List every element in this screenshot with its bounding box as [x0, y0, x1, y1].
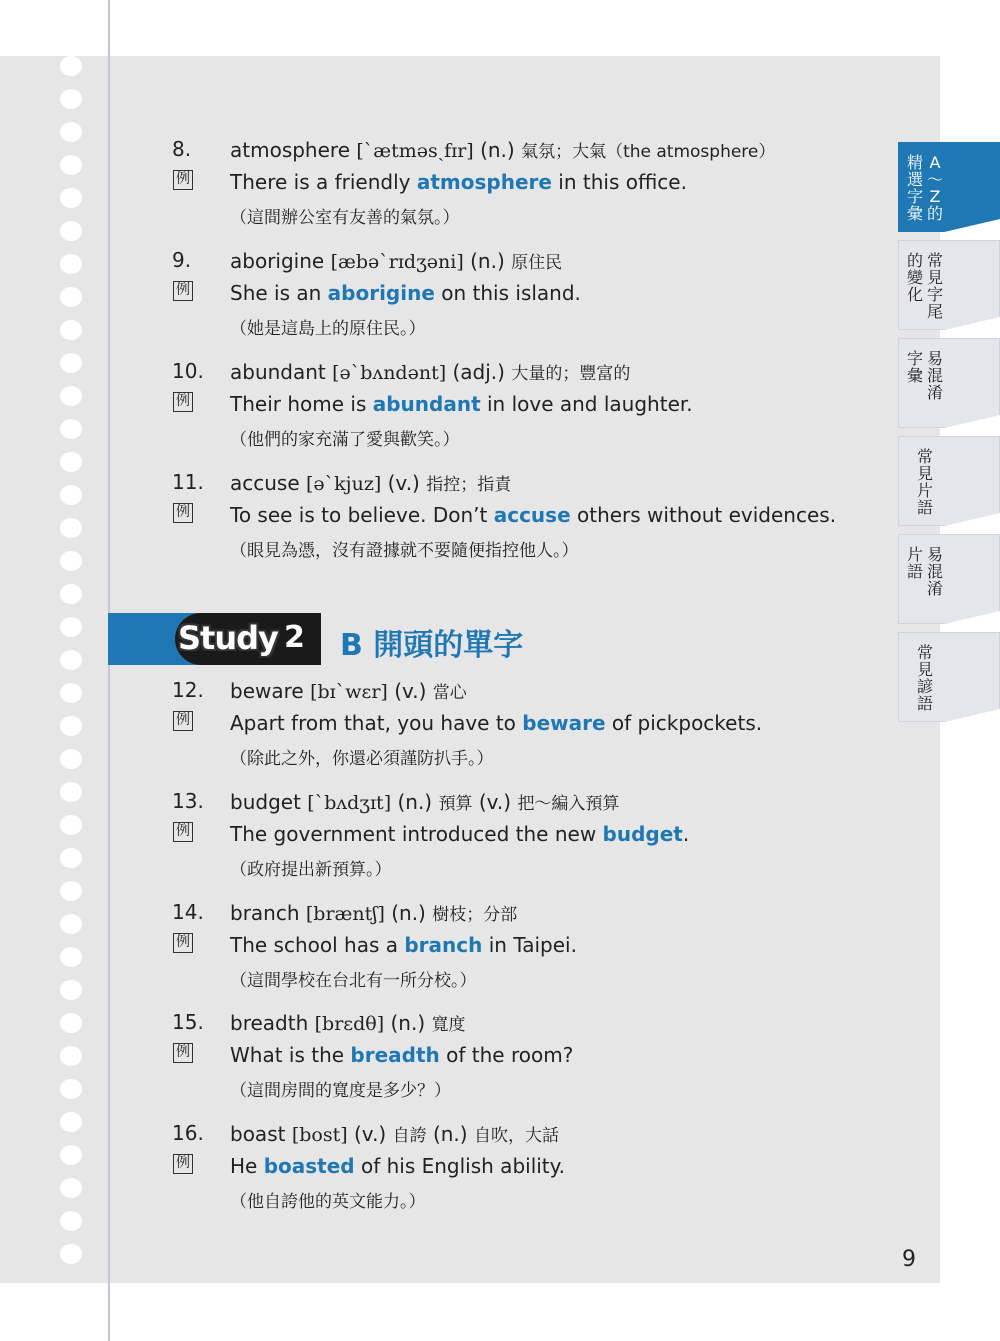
- translation: （他們的家充滿了愛與歡笑。）: [230, 430, 460, 450]
- phonetic: [əˋbʌndənt]: [332, 362, 447, 384]
- headword-line: atmosphere [ˋætməsˏfɪr] (n.) 氣氛；大氣（the atmosphere）: [230, 138, 776, 162]
- part-of-speech: (v.): [353, 1122, 387, 1146]
- example-marker: 例: [173, 1043, 193, 1063]
- example-marker: 例: [173, 822, 193, 842]
- tab-label-col-1: 片語: [906, 545, 923, 581]
- entry-number: 12.: [172, 678, 204, 702]
- vocab-entry-11: [0, 470, 900, 580]
- section-title: B 開頭的單字: [340, 628, 524, 663]
- tab-label-col-1: 的變化: [906, 251, 923, 304]
- headword-line: [230, 248, 562, 273]
- entry-number: 13.: [172, 789, 204, 813]
- translation: （除此之外，你還必須謹防扒手。）: [230, 749, 494, 769]
- study-number: 2: [284, 620, 305, 655]
- tab-label-col-2: 易混淆: [926, 545, 943, 598]
- example-sentence: He boasted of his English ability.: [230, 1154, 565, 1178]
- part-of-speech: (v.): [387, 471, 420, 495]
- part-of-speech-2: (n.): [432, 1122, 468, 1146]
- phonetic: [brɛdθ]: [314, 1013, 385, 1035]
- keyword: aborigine: [327, 281, 435, 305]
- example-sentence: What is the breadth of the room?: [230, 1043, 574, 1067]
- keyword: branch: [404, 933, 483, 957]
- chinese-meaning: 大量的；豐富的: [511, 364, 631, 384]
- chinese-meaning: 原住民: [511, 253, 563, 273]
- entry-number: 9.: [172, 248, 192, 272]
- tab-label-col-1: 精選字彙: [906, 153, 923, 223]
- entry-number: 10.: [172, 359, 204, 383]
- keyword: atmosphere: [416, 170, 552, 194]
- part-of-speech: (n.): [480, 138, 515, 162]
- vocab-entry-15: [0, 1010, 900, 1120]
- headword-line: [230, 359, 630, 384]
- english-note: the atmosphere: [623, 142, 759, 162]
- entry-number: 14.: [172, 900, 204, 924]
- vocab-entry-16: [0, 1121, 900, 1231]
- tab-confusing-phrases[interactable]: [898, 534, 1000, 624]
- keyword: boasted: [263, 1154, 355, 1178]
- tab-label-col-2: 易混淆: [926, 349, 943, 402]
- part-of-speech: (n.): [390, 1011, 426, 1035]
- example-sentence: The government introduced the new budget.: [230, 822, 690, 846]
- chinese-meaning: 樹枝；分部: [432, 905, 518, 925]
- example-sentence: To see is to believe. Don’t accuse others without evidences.: [230, 503, 837, 527]
- vocab-entry-14: [0, 900, 900, 1010]
- tab-common-suffixes[interactable]: [898, 240, 1000, 330]
- part-of-speech: (adj.): [452, 360, 505, 384]
- vocab-entry-8: [0, 137, 900, 247]
- phonetic: [əˋkjuz]: [306, 473, 382, 495]
- entry-number: 15.: [172, 1010, 204, 1034]
- headword-line: [230, 470, 511, 495]
- headword: beware: [230, 679, 304, 703]
- headword: breadth: [230, 1011, 309, 1035]
- tab-label-col-2: A～Z的: [926, 153, 943, 223]
- vocab-entry-9: [0, 248, 900, 358]
- part-of-speech: (n.): [470, 249, 505, 273]
- headword-line: [230, 900, 517, 925]
- headword: boast: [230, 1122, 286, 1146]
- tab-common-proverbs[interactable]: [898, 632, 1000, 722]
- headword: branch: [230, 901, 300, 925]
- headword: budget: [230, 790, 301, 814]
- part-of-speech-2: (v.): [478, 790, 512, 814]
- study-label: Study: [178, 619, 278, 657]
- headword: abundant: [230, 360, 326, 384]
- vocab-entry-12: [0, 678, 900, 788]
- example-sentence: Their home is abundant in love and laughter.: [230, 392, 693, 416]
- part-of-speech: (n.): [397, 790, 433, 814]
- phonetic: [ˋætməsˏfɪr]: [356, 140, 474, 162]
- example-sentence: There is a friendly atmosphere in this office.: [230, 170, 687, 194]
- part-of-speech: (n.): [391, 901, 426, 925]
- vocab-entry-10: [0, 359, 900, 469]
- entry-number: 8.: [172, 137, 192, 161]
- tab-label-col-1: 常見諺語: [916, 643, 933, 713]
- headword: atmosphere: [230, 138, 350, 162]
- entry-number: 11.: [172, 470, 204, 494]
- translation: （政府提出新預算。）: [230, 860, 392, 880]
- example-sentence: The school has a branch in Taipei.: [230, 933, 577, 957]
- vocab-entry-13: [0, 789, 900, 899]
- page-number: 9: [902, 1247, 916, 1272]
- translation: （眼見為憑，沒有證據就不要隨便指控他人。）: [230, 541, 579, 561]
- chinese-meaning: 當心: [432, 683, 467, 703]
- phonetic: [bost]: [291, 1124, 348, 1146]
- headword-line: [230, 789, 619, 814]
- example-marker: 例: [173, 281, 193, 301]
- translation: （他自誇他的英文能力。）: [230, 1192, 426, 1212]
- translation: （這間房間的寬度是多少？）: [230, 1081, 451, 1101]
- phonetic: [bræntʃ]: [305, 903, 385, 925]
- phonetic: [bɪˋwɛr]: [310, 681, 388, 703]
- chinese-meaning: 氣氛；大氣（: [521, 142, 624, 162]
- chinese-meaning: 預算: [438, 794, 473, 814]
- phonetic: [ˋbʌdʒɪt]: [307, 792, 392, 814]
- chinese-meaning: 寬度: [431, 1015, 466, 1035]
- keyword: budget: [602, 822, 683, 846]
- keyword: abundant: [372, 392, 481, 416]
- tab-a-z-vocabulary[interactable]: [898, 142, 1000, 232]
- chinese-meaning: 自誇: [392, 1126, 427, 1146]
- example-marker: 例: [173, 170, 193, 190]
- part-of-speech: (v.): [394, 679, 427, 703]
- example-marker: 例: [173, 503, 193, 523]
- tab-label-col-1: 常見片語: [916, 447, 933, 517]
- chinese-meaning-2: 自吹，大話: [473, 1126, 559, 1146]
- example-marker: 例: [173, 711, 193, 731]
- chinese-meaning: 指控；指責: [426, 475, 512, 495]
- example-marker: 例: [173, 933, 193, 953]
- phonetic: [æbəˋrɪdʒəni]: [330, 251, 464, 273]
- tab-label-col-1: 字彙: [906, 349, 923, 385]
- example-sentence: She is an aborigine on this island.: [230, 281, 581, 305]
- headword-line: [230, 678, 467, 703]
- headword: accuse: [230, 471, 300, 495]
- tab-label-col-2: 常見字尾: [926, 251, 943, 321]
- translation: （這間辦公室有友善的氣氛。）: [230, 208, 460, 228]
- translation: （她是這島上的原住民。）: [230, 319, 426, 339]
- translation: （這間學校在台北有一所分校。）: [230, 971, 477, 991]
- chinese-meaning-2: 把～編入預算: [517, 794, 620, 814]
- tab-common-phrases[interactable]: [898, 436, 1000, 526]
- headword: aborigine: [230, 249, 325, 273]
- keyword: breadth: [350, 1043, 440, 1067]
- example-sentence: Apart from that, you have to beware of pickpockets.: [230, 711, 763, 735]
- example-marker: 例: [173, 1154, 193, 1174]
- entry-number: 16.: [172, 1121, 204, 1145]
- keyword: beware: [522, 711, 606, 735]
- example-marker: 例: [173, 392, 193, 412]
- keyword: accuse: [493, 503, 571, 527]
- headword-line: [230, 1121, 559, 1146]
- tab-confusing-words[interactable]: [898, 338, 1000, 428]
- headword-line: [230, 1010, 466, 1035]
